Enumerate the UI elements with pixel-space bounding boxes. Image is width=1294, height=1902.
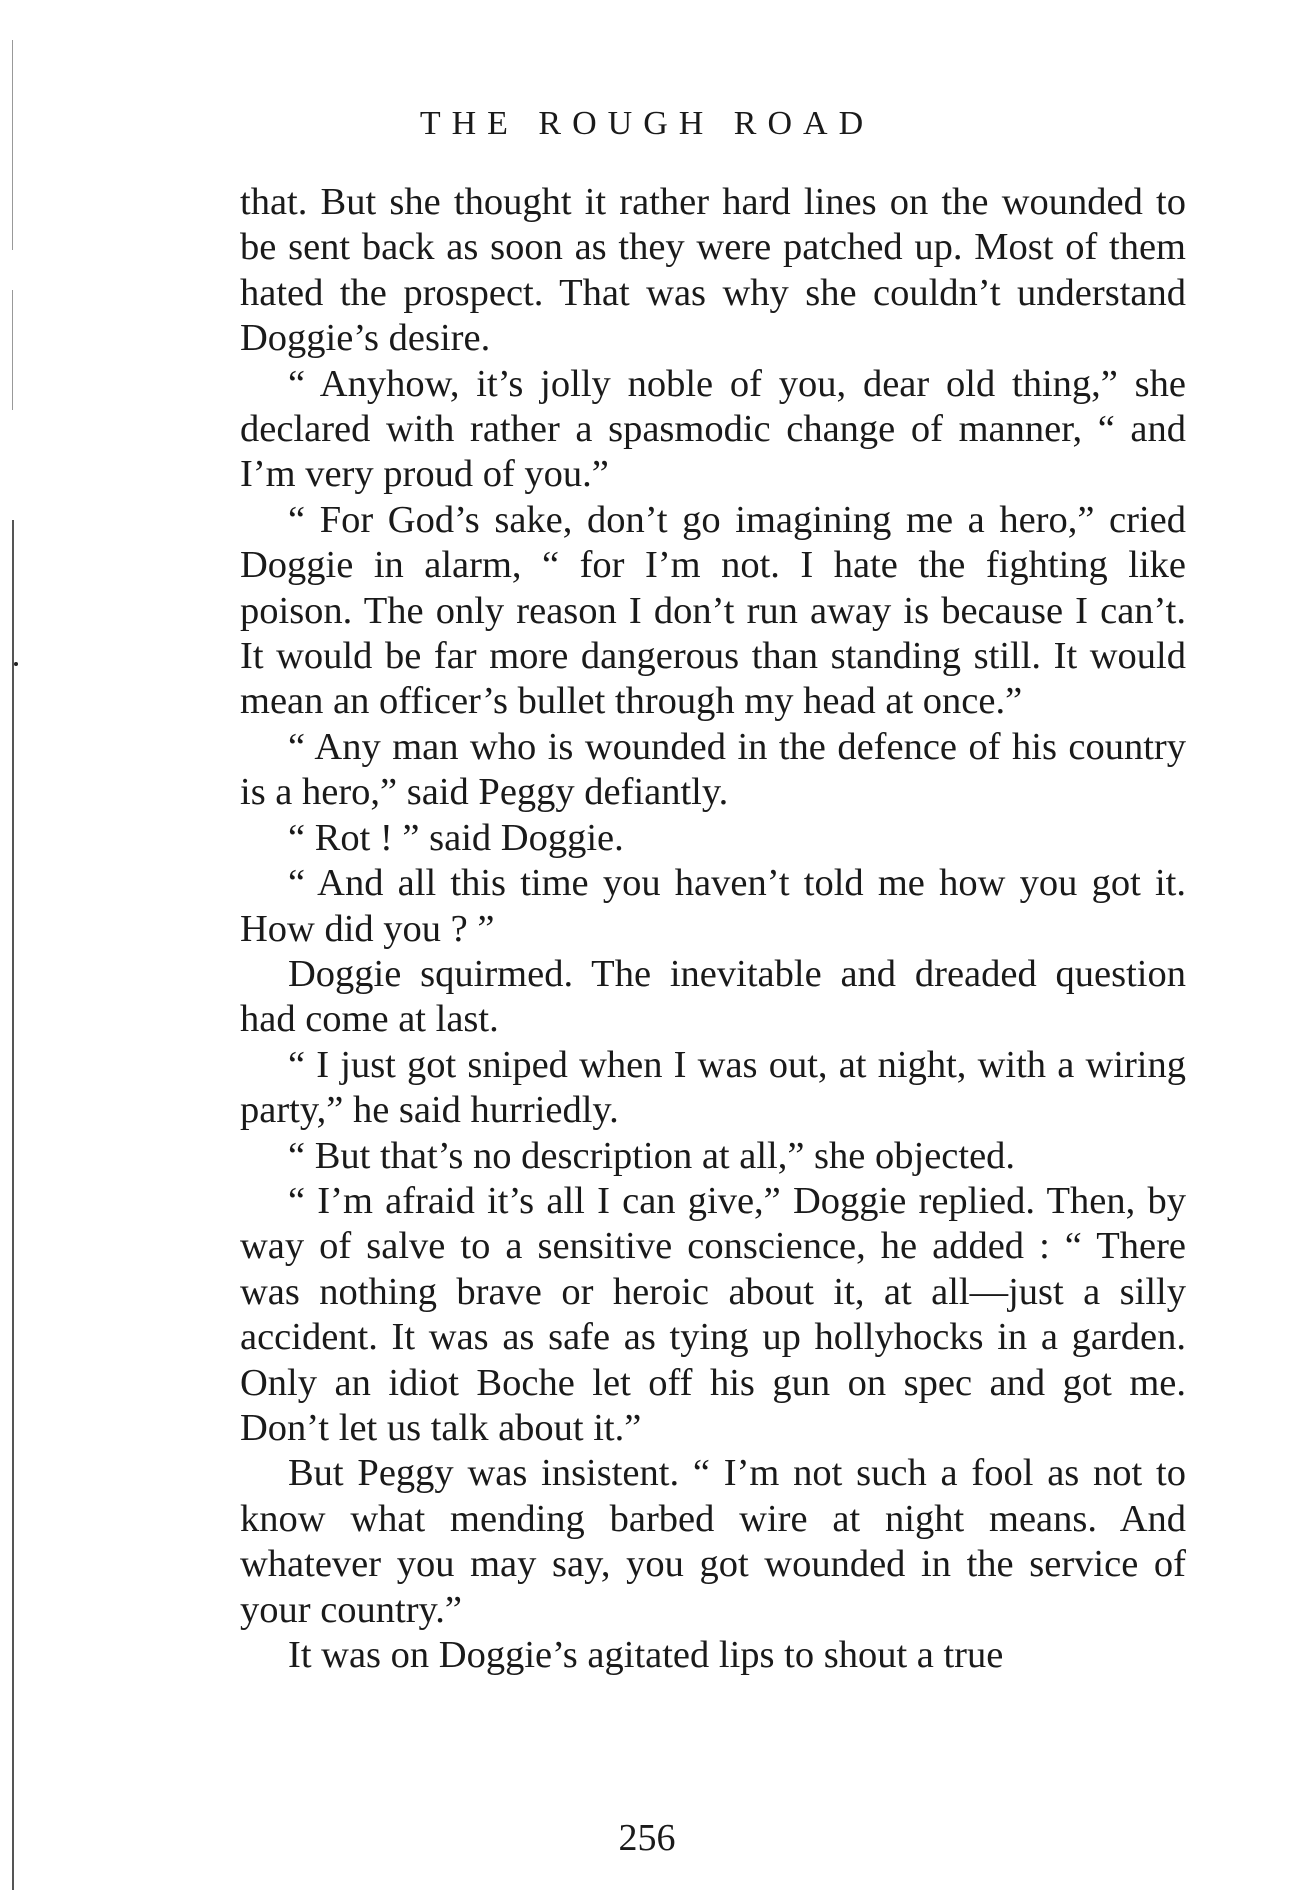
paragraph: that. But she thought it rather hard lines on the wounded to be sent back as soon as they were patched up. Most of them hated the prospect. That was why she couldn’t understand Doggie’s desire. [240, 181, 1186, 360]
gutter-mark [12, 520, 14, 1890]
paragraph: It was on Doggie’s agitated lips to shout a true [288, 1634, 1004, 1676]
paragraph: Doggie squirmed. The inevitable and dreaded question had come at last. [240, 952, 1186, 1041]
running-head: THE ROUGH ROAD [419, 105, 875, 142]
paragraph: “ I just got sniped when I was out, at night, with a wiring party,” he said hurriedly. [240, 1043, 1186, 1132]
paragraph: “ Any man who is wounded in the defence of his country is a hero,” said Peggy defiantly. [240, 725, 1186, 814]
gutter-mark [12, 290, 13, 410]
page-number: 256 [618, 1817, 676, 1859]
paragraph: “ For God’s sake, don’t go imagining me a hero,” cried Doggie in alarm, “ for I’m not. I hate the fighting like poison. The only reason I don’t run away is because I can’t. It would be far more dangerous than standing still. It would mean an officer’s bullet through my head at once.” [240, 498, 1186, 723]
gutter-mark [12, 40, 13, 250]
paragraph: “ I’m afraid it’s all I can give,” Doggie replied. Then, by way of salve to a sensitive conscience, he added : “ There was nothing brave or heroic about it, at all—just a silly accident. It was as safe as tying up hollyhocks in a garden. Only an idiot Boche let off his gun on spec and got me. Don’t let us talk about it.” [240, 1179, 1186, 1449]
gutter-speck [14, 662, 18, 666]
paragraph: “ And all this time you haven’t told me how you got it. How did you ? ” [240, 862, 1186, 950]
body-text [240, 180, 1186, 1678]
paragraph: “ Rot ! ” said Doggie. [288, 816, 624, 859]
paragraph: “ Anyhow, it’s jolly noble of you, dear old thing,” she declared with rather a spasmodic change of manner, “ and I’m very proud of you.” [240, 362, 1186, 496]
paragraph: But Peggy was insistent. “ I’m not such a fool as not to know what mending barbed wire at night means. And whatever you may say, you got wounded in the service of your country.” [240, 1452, 1186, 1631]
paragraph: “ But that’s no description at all,” she objected. [288, 1134, 1016, 1177]
